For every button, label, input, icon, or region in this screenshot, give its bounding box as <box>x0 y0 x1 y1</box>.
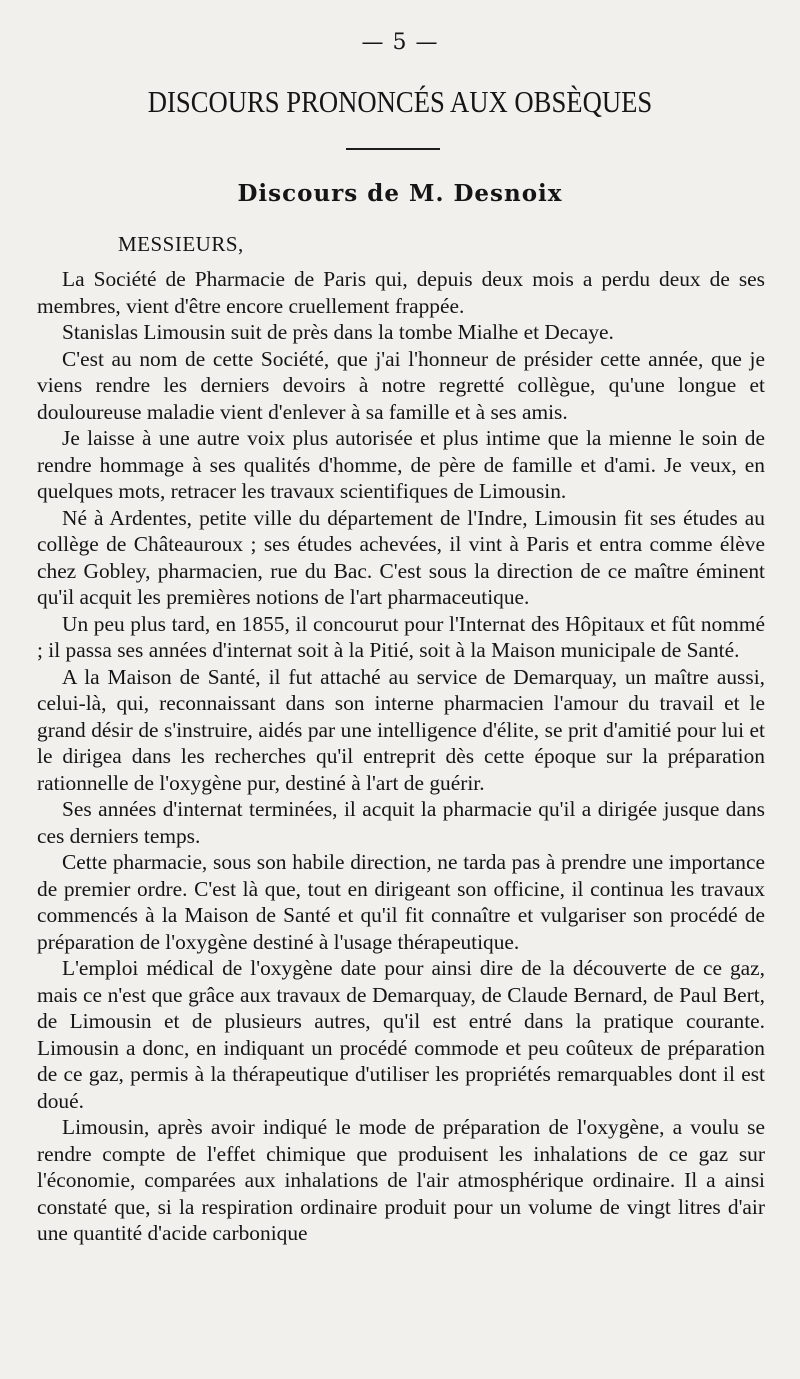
page-number: — 5 — <box>361 30 439 55</box>
paragraph: C'est au nom de cette Société, que j'ai l'honneur de présider cette année, que je viens rendre les derniers devoirs à notre regretté collègue, qu'une longue et douloureuse maladie vient d'enlever à sa famille et à ses amis. <box>37 346 765 424</box>
salutation: MESSIEURS, <box>118 232 244 256</box>
paragraph: A la Maison de Santé, il fut attaché au service de Demarquay, un maître aussi, celui-là, qui, reconnaissant dans son interne pharmacien l'amour du travail et le grand désir de s'instruire, aidés par une intelligence d'élite, se prit d'amitié pour lui et le dirigea dans les recherches qu'il entreprit dès cette époque sur la préparation rationnelle de l'oxygène pur, destiné à l'art de guérir. <box>37 664 765 795</box>
title-divider <box>346 148 440 150</box>
paragraph: Ses années d'internat terminées, il acquit la pharmacie qu'il a dirigée jusque dans ces derniers temps. <box>37 797 765 848</box>
body-text <box>37 266 765 1247</box>
paragraph: Limousin, après avoir indiqué le mode de préparation de l'oxygène, a voulu se rendre compte de l'effet chimique que produisent les inhalations de ce gaz sur l'économie, comparées aux inhalations de l'air atmosphérique ordinaire. Il a ainsi constaté que, si la respiration ordinaire produit pour un volume de vingt litres d'air une quantité d'acide carbonique <box>37 1115 765 1245</box>
paragraph: L'emploi médical de l'oxygène date pour ainsi dire de la découverte de ce gaz, mais ce n'est que grâce aux travaux de Demarquay, de Claude Bernard, de Paul Bert, de Limousin et de plusieurs autres, qu'il est entré dans la pratique courante. Limousin a donc, en indiquant un procédé commode et peu coûteux de préparation de ce gaz, permis à la thérapeutique d'utiliser les propriétés remarquables dont il est doué. <box>37 956 765 1113</box>
page-title: DISCOURS PRONONCÉS AUX OBSÈQUES <box>147 84 653 119</box>
speech-heading: Discours de M. Desnoix <box>237 180 563 207</box>
paragraph: Né à Ardentes, petite ville du département de l'Indre, Limousin fit ses études au collège de Châteauroux ; ses études achevées, il vint à Paris et entra comme élève chez Gobley, pharmacien, rue du Bac. C'est sous la direction de ce maître éminent qu'il acquit les premières notions de l'art pharmaceutique. <box>37 505 765 609</box>
paragraph: La Société de Pharmacie de Paris qui, depuis deux mois a perdu deux de ses membres, vient d'être encore cruellement frappée. <box>37 267 765 318</box>
paragraph: Stanislas Limousin suit de près dans la tombe Mialhe et Decaye. <box>62 320 614 344</box>
paragraph: Cette pharmacie, sous son habile direction, ne tarda pas à prendre une importance de premier ordre. C'est là que, tout en dirigeant son officine, il continua les travaux commencés à la Maison de Santé et qu'il fit connaître et vulgariser son procédé de préparation de l'oxygène destiné à l'usage thérapeutique. <box>37 850 765 954</box>
paragraph: Un peu plus tard, en 1855, il concourut pour l'Internat des Hôpitaux et fût nommé ; il passa ses années d'internat soit à la Pitié, soit à la Maison municipale de Santé. <box>37 611 765 662</box>
paragraph: Je laisse à une autre voix plus autorisée et plus intime que la mienne le soin de rendre hommage à ses qualités d'homme, de père de famille et d'ami. Je veux, en quelques mots, retracer les travaux scientifiques de Limousin. <box>37 426 765 503</box>
